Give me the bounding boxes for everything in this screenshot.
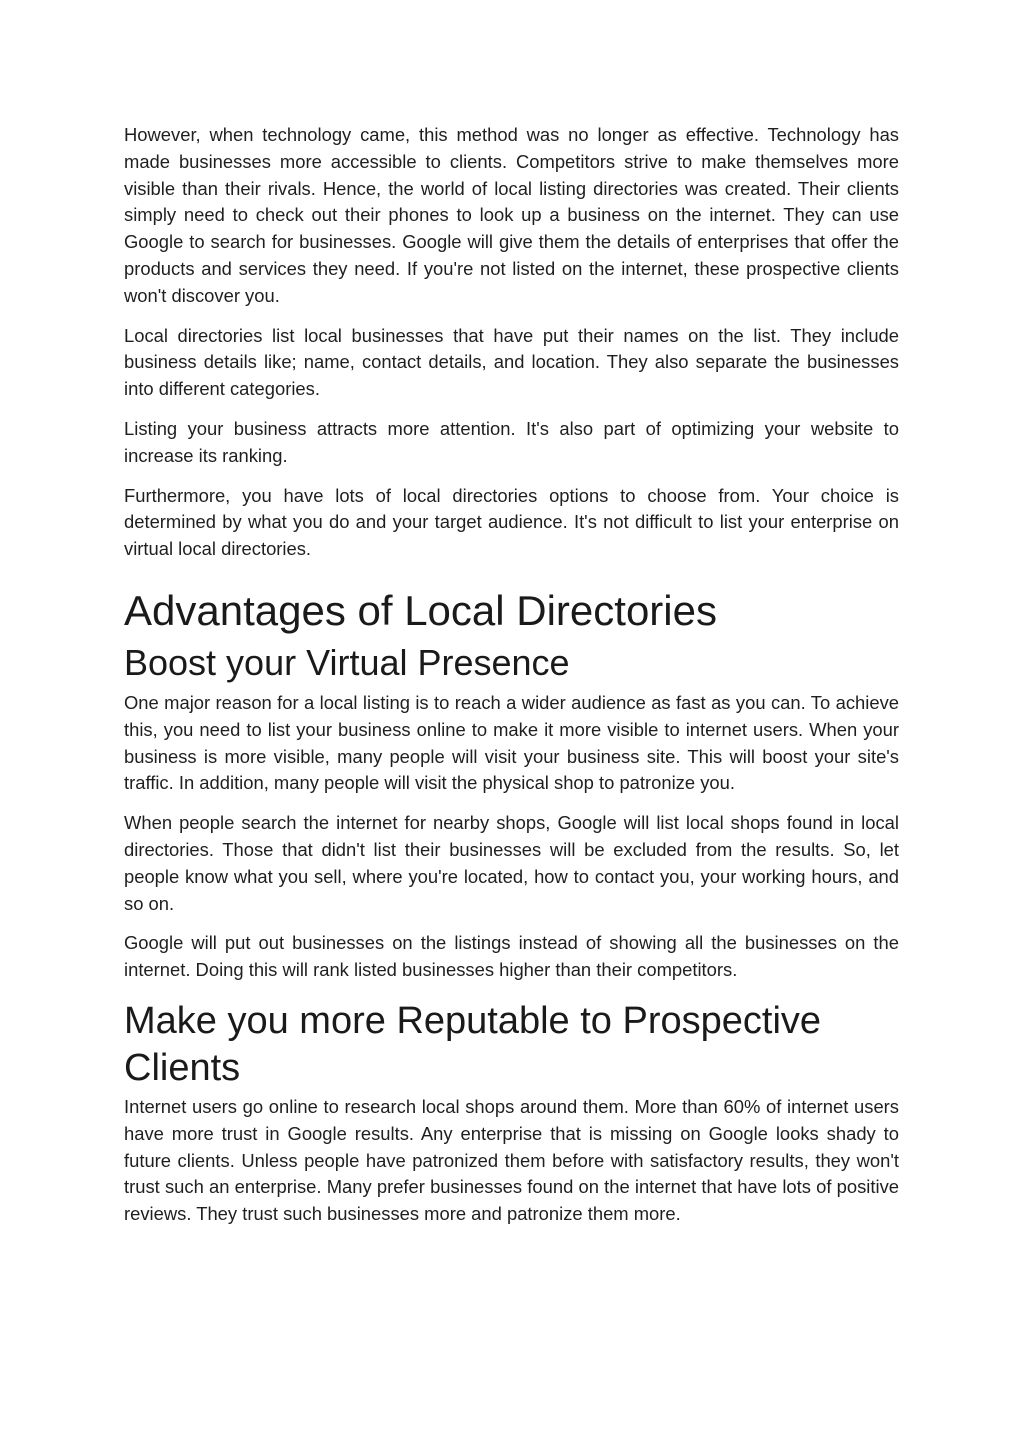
section-paragraph: Internet users go online to research local shops around them. More than 60% of internet users have more trust in Google results. Any enterprise that is missing on Google looks shady to future clients. Unless people have patronized them before with satisfactory results, they won't trust such an enterprise. Many prefer businesses found on the internet that have lots of positive reviews. They trust such businesses more and patronize them more.	[124, 1095, 899, 1225]
section-heading-virtual-presence: Boost your Virtual Presence	[124, 641, 570, 683]
intro-paragraph: Local directories list local businesses that have put their names on the list. They include business details like; name, contact details, and location. They also separate the businesses into different categories.	[124, 324, 899, 400]
section-heading-reputable: Make you more Reputable to Prospective Clients	[124, 999, 822, 1089]
section-paragraph: Google will put out businesses on the listings instead of showing all the businesses on the internet. Doing this will rank listed businesses higher than their competitors.	[124, 932, 899, 981]
main-heading: Advantages of Local Directories	[124, 586, 717, 634]
section-paragraph: One major reason for a local listing is to reach a wider audience as fast as you can. To achieve this, you need to list your business online to make it more visible to internet users. When your business is more visible, many people will visit your business site. This will boost your site's traffic. In addition, many people will visit the physical shop to patronize you.	[124, 691, 899, 794]
intro-paragraph: Listing your business attracts more attention. It's also part of optimizing your website to increase its ranking.	[124, 417, 899, 466]
intro-paragraph: However, when technology came, this method was no longer as effective. Technology has made businesses more accessible to clients. Competitors strive to make themselves more visible than their rivals. Hence, the world of local listing directories was created. Their clients simply need to check out their phones to look up a business on the internet. They can use Google to search for businesses. Google will give them the details of enterprises that offer the products and services they need. If you're not listed on the internet, these prospective clients won't discover you.	[124, 124, 899, 306]
section-paragraph: When people search the internet for nearby shops, Google will list local shops found in local directories. Those that didn't list their businesses will be excluded from the results. So, let people know what you sell, where you're located, how to contact you, your working hours, and so on.	[124, 812, 899, 914]
document-page	[124, 122, 899, 1241]
intro-paragraph: Furthermore, you have lots of local directories options to choose from. Your choice is determined by what you do and your target audience. It's not difficult to list your enterprise on virtual local directories.	[124, 484, 899, 560]
